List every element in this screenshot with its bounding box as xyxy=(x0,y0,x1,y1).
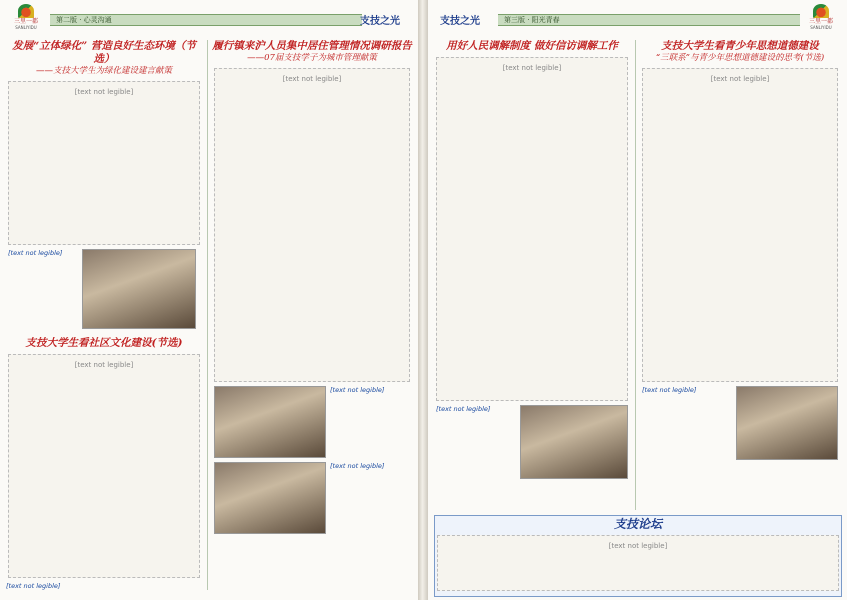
right-page-header xyxy=(428,0,847,34)
right-page xyxy=(428,0,847,600)
article-subtitle: “三联系”与青少年思想道德建设的思考(节选) xyxy=(655,53,825,63)
left-page-header xyxy=(0,0,418,34)
photo-caption: [text not legible] xyxy=(330,462,385,470)
article-photo xyxy=(82,249,196,329)
article-title: 履行镇来沪人员集中居住管理情况调研报告 xyxy=(212,40,412,52)
logo-emblem-icon xyxy=(18,4,34,18)
photo-caption: [text not legible] xyxy=(642,386,697,394)
article-subtitle: ——07届支技学子为城市管理献策 xyxy=(247,53,377,63)
section-name: 支技之光 xyxy=(360,16,400,27)
article-title: 支技大学生看青少年思想道德建设 xyxy=(661,40,819,52)
newspaper-logo xyxy=(6,4,46,30)
photo-caption: [text not legible] xyxy=(330,386,385,394)
page-gutter xyxy=(418,0,428,600)
photo-caption: [text not legible] xyxy=(6,582,61,590)
article-body: [text not legible] xyxy=(214,68,410,382)
forum-body: [text not legible] xyxy=(437,535,839,591)
forum-box xyxy=(434,515,842,597)
article-body: [text not legible] xyxy=(642,68,838,382)
photo-caption: [text not legible] xyxy=(8,249,63,257)
article-title: 发展“立体绿化” 营造良好生态环境（节选） xyxy=(12,40,196,65)
left-page xyxy=(0,0,418,600)
column-divider xyxy=(207,40,208,590)
article-column-1 xyxy=(6,40,202,590)
photo-caption: [text not legible] xyxy=(436,405,491,413)
newspaper-logo xyxy=(801,4,841,30)
article-photo xyxy=(214,386,326,458)
logo-title: 三里一都 xyxy=(13,18,38,25)
page-section-bar: 第三版 · 阳光青春 xyxy=(498,14,800,26)
logo-subtitle: SANLIYIDU xyxy=(15,25,37,30)
page-section-bar: 第二版 · 心灵沟通 xyxy=(50,14,362,26)
article-column-2 xyxy=(640,40,840,462)
column-divider xyxy=(635,40,636,510)
forum-title: 支技论坛 xyxy=(613,517,662,531)
article-body: [text not legible] xyxy=(8,354,200,578)
logo-subtitle: SANLIYIDU xyxy=(810,25,832,30)
article-subtitle: ——支技大学生为绿化建设建言献策 xyxy=(35,66,172,76)
article-body: [text not legible] xyxy=(436,57,628,401)
article-column-2 xyxy=(212,40,412,538)
logo-emblem-icon xyxy=(813,4,829,18)
article-photo xyxy=(520,405,628,479)
article-column-1 xyxy=(434,40,630,481)
article-title: 用好人民调解制度 做好信访调解工作 xyxy=(446,40,618,52)
article-title: 支技大学生看社区文化建设(节选) xyxy=(25,337,183,349)
article-photo xyxy=(736,386,838,460)
article-body: [text not legible] xyxy=(8,81,200,245)
logo-title: 三里一都 xyxy=(808,18,833,25)
section-name: 支技之光 xyxy=(440,16,480,27)
article-photo xyxy=(214,462,326,534)
